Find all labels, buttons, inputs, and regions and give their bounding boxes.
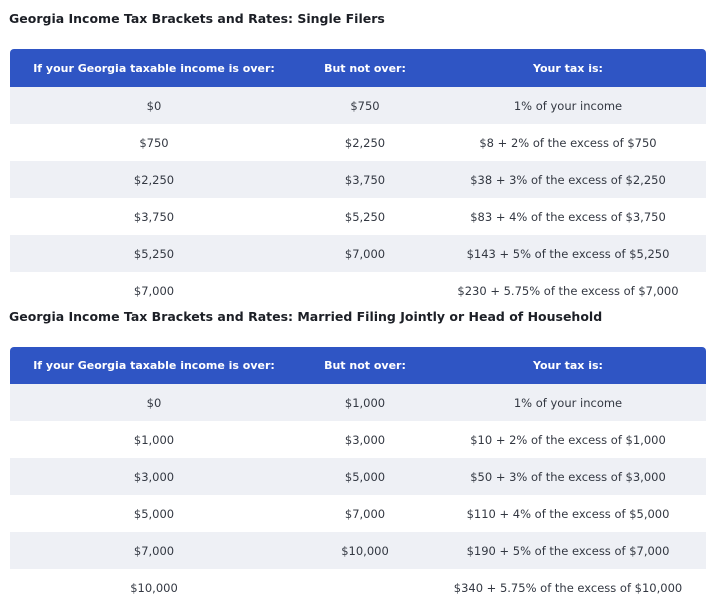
tax-cell: $143 + 5% of the excess of $5,250 (430, 235, 706, 272)
tax-cell: $110 + 4% of the excess of $5,000 (430, 495, 706, 532)
table-row (10, 532, 706, 569)
income-over-cell: $2,250 (10, 161, 300, 198)
not-over-cell: $5,250 (300, 198, 430, 235)
income-over-cell: $3,000 (10, 458, 300, 495)
table-row (10, 384, 706, 421)
single-filers-table (10, 49, 706, 309)
tax-cell: $38 + 3% of the excess of $2,250 (430, 161, 706, 198)
table-row (10, 161, 706, 198)
tax-cell: $8 + 2% of the excess of $750 (430, 124, 706, 161)
not-over-cell: $7,000 (300, 495, 430, 532)
tax-cell: $340 + 5.75% of the excess of $10,000 (430, 569, 706, 606)
column-header-not-over: But not over: (300, 347, 430, 384)
single-filers-title: Georgia Income Tax Brackets and Rates: Single Filers (9, 11, 385, 26)
column-header-income-over: If your Georgia taxable income is over: (10, 49, 300, 87)
table-row (10, 569, 706, 606)
income-over-cell: $750 (10, 124, 300, 161)
not-over-cell: $1,000 (300, 384, 430, 421)
not-over-cell: $3,750 (300, 161, 430, 198)
table-header-row (10, 49, 706, 87)
income-over-cell: $0 (10, 384, 300, 421)
tax-cell: $10 + 2% of the excess of $1,000 (430, 421, 706, 458)
married-filing-jointly-title: Georgia Income Tax Brackets and Rates: Married Filing Jointly or Head of Household (9, 309, 603, 324)
married-filing-jointly-table (10, 347, 706, 606)
not-over-cell (300, 569, 430, 606)
table-row (10, 272, 706, 309)
income-over-cell: $7,000 (10, 532, 300, 569)
not-over-cell: $750 (300, 87, 430, 124)
column-header-tax: Your tax is: (430, 347, 706, 384)
not-over-cell: $10,000 (300, 532, 430, 569)
tax-cell: $50 + 3% of the excess of $3,000 (430, 458, 706, 495)
income-over-cell: $5,000 (10, 495, 300, 532)
table-row (10, 124, 706, 161)
table-row (10, 198, 706, 235)
column-header-not-over: But not over: (300, 49, 430, 87)
table-row (10, 87, 706, 124)
column-header-income-over: If your Georgia taxable income is over: (10, 347, 300, 384)
not-over-cell: $5,000 (300, 458, 430, 495)
not-over-cell (300, 272, 430, 309)
column-header-tax: Your tax is: (430, 49, 706, 87)
income-over-cell: $7,000 (10, 272, 300, 309)
not-over-cell: $2,250 (300, 124, 430, 161)
table-header-row (10, 347, 706, 384)
income-over-cell: $5,250 (10, 235, 300, 272)
tax-cell: 1% of your income (430, 87, 706, 124)
income-over-cell: $1,000 (10, 421, 300, 458)
tax-cell: $230 + 5.75% of the excess of $7,000 (430, 272, 706, 309)
table-row (10, 458, 706, 495)
tax-cell: 1% of your income (430, 384, 706, 421)
table-row (10, 421, 706, 458)
table-row (10, 495, 706, 532)
income-over-cell: $3,750 (10, 198, 300, 235)
not-over-cell: $3,000 (300, 421, 430, 458)
income-over-cell: $0 (10, 87, 300, 124)
tax-cell: $83 + 4% of the excess of $3,750 (430, 198, 706, 235)
not-over-cell: $7,000 (300, 235, 430, 272)
tax-cell: $190 + 5% of the excess of $7,000 (430, 532, 706, 569)
income-over-cell: $10,000 (10, 569, 300, 606)
table-row (10, 235, 706, 272)
